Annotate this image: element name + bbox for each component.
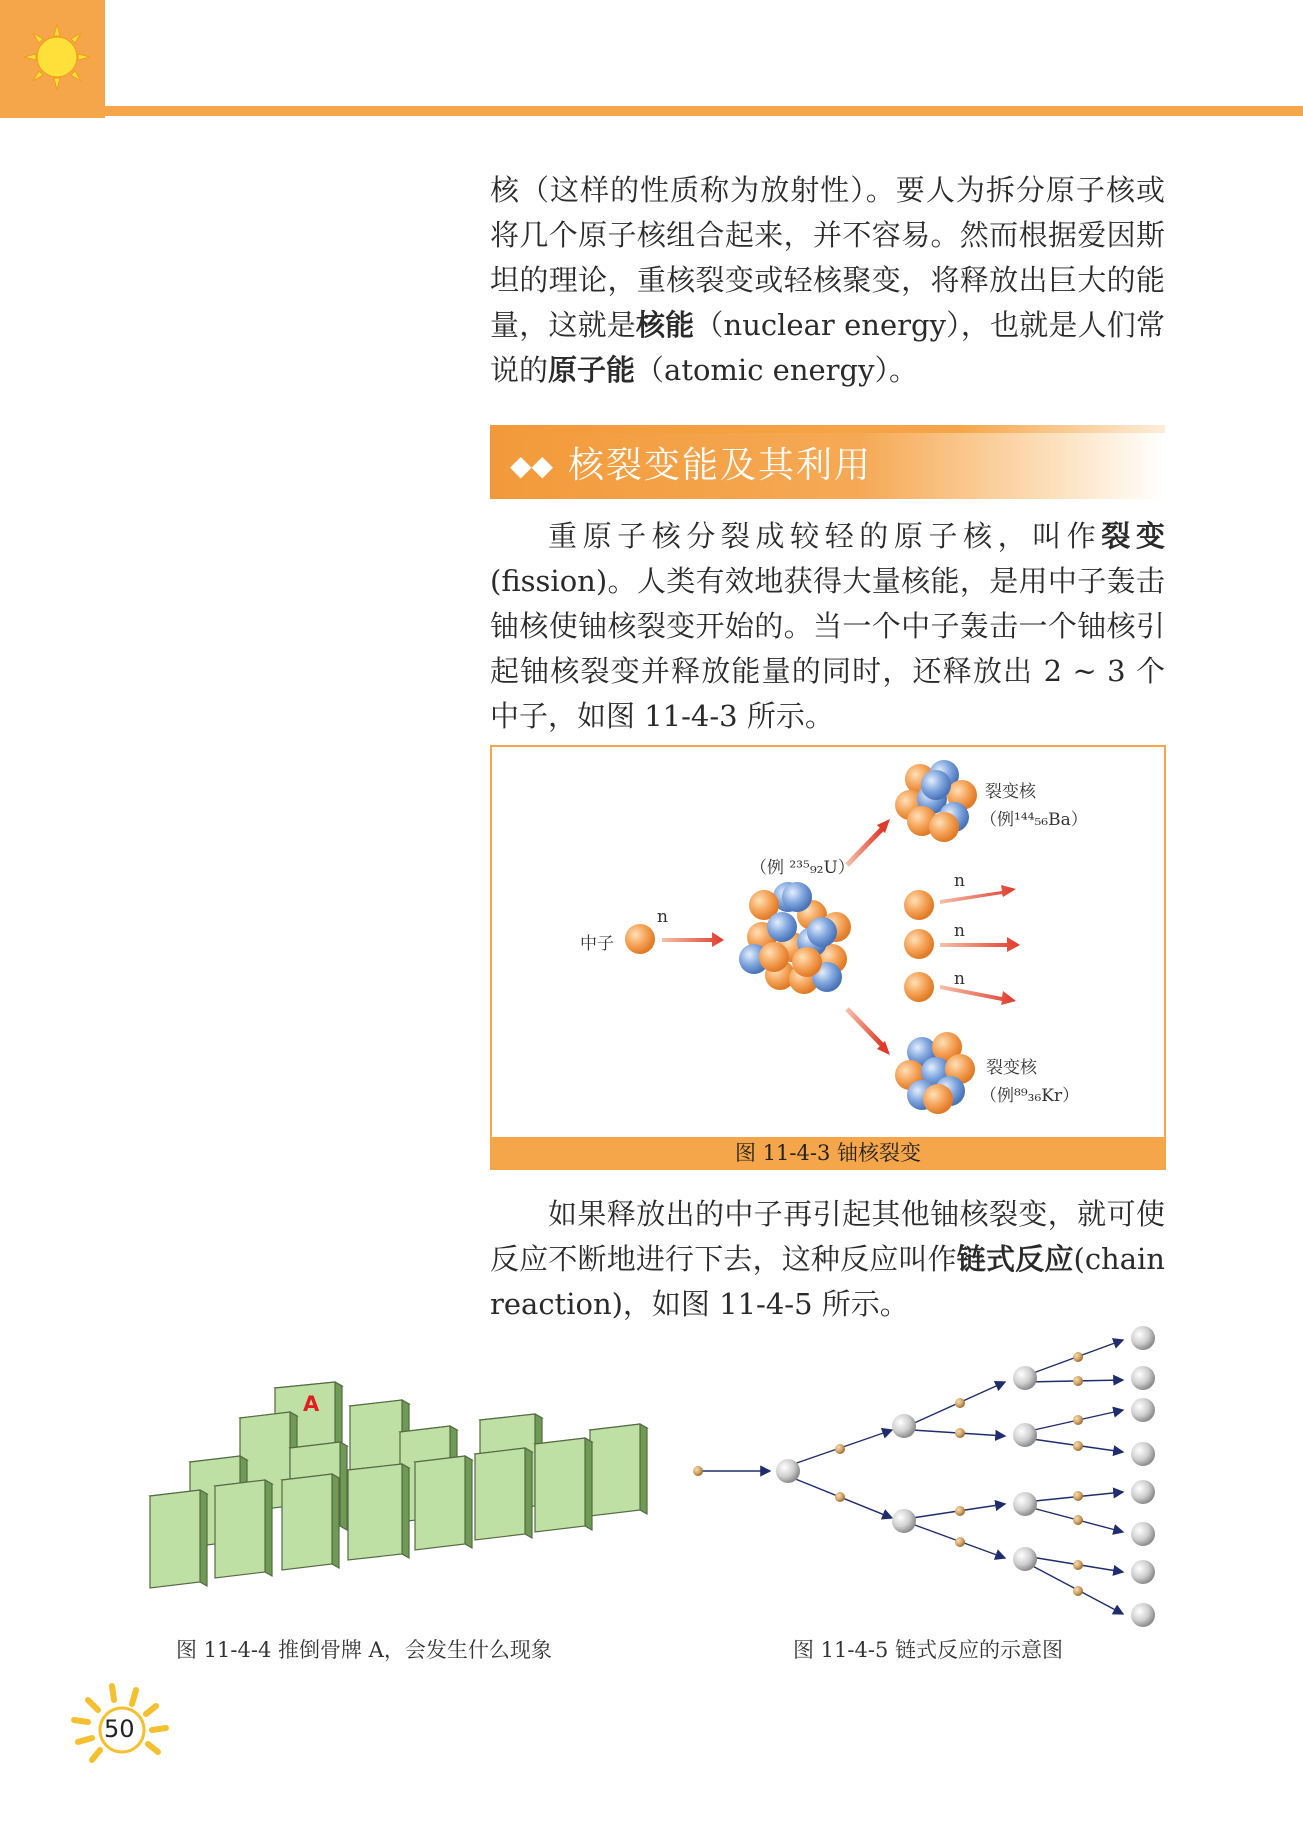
section-heading-rule <box>490 425 1165 433</box>
chain-nuclei <box>776 1326 1155 1627</box>
paragraph-chain-reaction: 如果释放出的中子再引起其他铀核裂变，就可使反应不断地进行下去，这种反应叫作链式反应(chain reaction)，如图 11-4-5 所示。 <box>490 1197 1165 1321</box>
released-neutron <box>904 929 934 959</box>
fragment-label-kr: 裂变核 <box>986 1058 1037 1078</box>
incoming-neutron <box>625 924 655 954</box>
uranium-nucleus <box>739 882 851 994</box>
arrow-to-kr <box>847 1009 882 1045</box>
uranium-label: （例 ²³⁵₉₂U） <box>750 858 855 878</box>
fragment-kr <box>895 1032 975 1114</box>
neutron-label: 中子 <box>580 934 614 954</box>
domino-figure <box>140 1370 660 1610</box>
neutron-arrow <box>940 937 1020 952</box>
n-label-2: n <box>954 921 965 941</box>
paragraph-nuclear-energy: 核（这样的性质称为放射性）。要人为拆分原子核或将几个原子核组合起来，并不容易。然而根据爱因斯坦的理论，重核裂变或轻核聚变，将释放出巨大的能量，这就是核能（nuclear energy），也就是人们常说的原子能（atomic energy）。 <box>490 173 1165 387</box>
page-number: 50 <box>104 1715 135 1743</box>
n-label-1: n <box>954 871 965 891</box>
ba-label: （例¹⁴⁴₅₆Ba） <box>980 810 1088 830</box>
fragment-label-ba: 裂变核 <box>985 782 1036 802</box>
figure-caption-11-4-5: 图 11-4-5 链式反应的示意图 <box>793 1638 1063 1662</box>
fragment-ba <box>895 760 977 842</box>
neutron-arrow <box>940 885 1016 904</box>
chain-arrows <box>700 1340 1123 1614</box>
figure-caption-11-4-3: 图 11-4-3 铀核裂变 <box>735 1141 921 1165</box>
kr-label: （例⁸⁹₃₆Kr） <box>980 1086 1080 1106</box>
figure-caption-11-4-4: 图 11-4-4 推倒骨牌 A，会发生什么现象 <box>176 1638 552 1662</box>
domino-a-label: A <box>303 1392 320 1416</box>
neutron-n-label: n <box>657 907 668 927</box>
header-rule <box>105 106 1303 116</box>
section-bullet-icon: ◆◆ <box>510 449 554 482</box>
chain-reaction-figure <box>680 1308 1180 1628</box>
released-neutron <box>904 972 934 1002</box>
section-title: 核裂变能及其利用 <box>568 445 873 486</box>
incoming-arrow <box>662 932 724 947</box>
released-neutron <box>904 890 934 920</box>
sun-icon <box>22 22 92 92</box>
n-label-3: n <box>954 969 965 989</box>
neutron-arrow <box>940 985 1016 1005</box>
paragraph-fission: 重原子核分裂成较轻的原子核，叫作裂变(fission)。人类有效地获得大量核能，是用中子轰击铀核使铀核裂变开始的。当一个中子轰击一个铀核引起铀核裂变并释放能量的同时，还释放出 2 ~ 3 个中子，如图 11-4-3 所示。 <box>490 519 1165 733</box>
figure-uranium-fission <box>490 745 1166 1139</box>
